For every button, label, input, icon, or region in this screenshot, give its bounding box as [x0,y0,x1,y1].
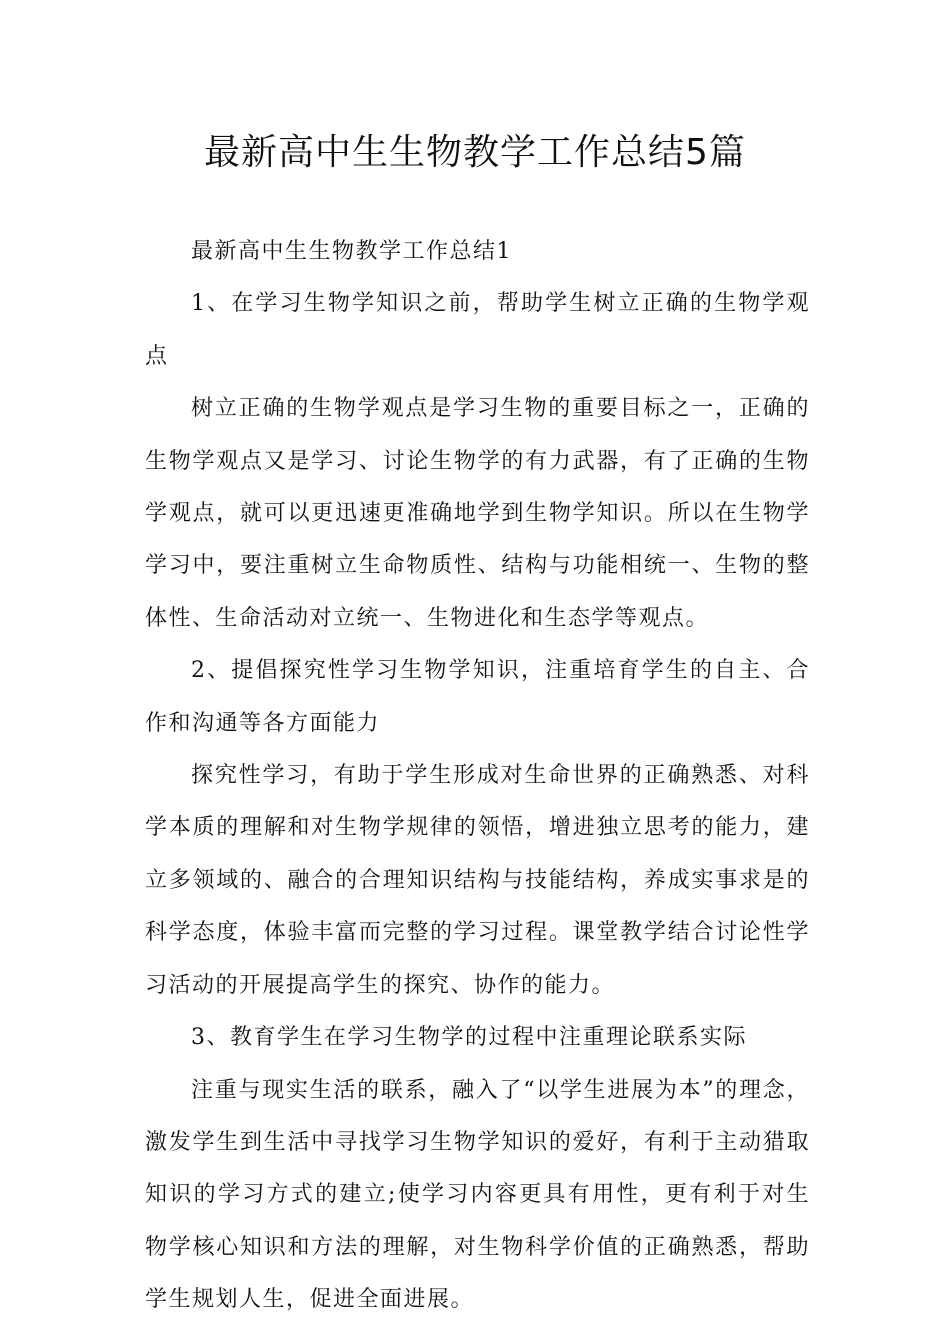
section-heading: 最新高中生生物教学工作总结1 [191,239,512,264]
document-title: 最新高中生生物教学工作总结5篇 [204,132,746,173]
point-heading-1: 1、在学习生物学知识之前，帮助学生树立正确的生物学观点 [145,291,810,369]
paragraph-2: 探究性学习，有助于学生形成对生命世界的正确熟悉、对科学本质的理解和对生物学规律的领悟，增进独立思考的能力，建立多领域的、融合的合理知识结构与技能结构，养成实事求是的科学态度，体验丰富而完整的学习过程。课堂教学结合讨论性学习活动的开展提高学生的探究、协作的能力。 [145,763,810,998]
point-heading-2: 2、提倡探究性学习生物学知识，注重培育学生的自主、合作和沟通等各方面能力 [145,658,810,736]
document-body [145,226,810,1327]
point-heading-3: 3、教育学生在学习生物学的过程中注重理论联系实际 [191,1025,747,1051]
paragraph-3: 注重与现实生活的联系，融入了“以学生进展为本”的理念，激发学生到生活中寻找学习生物学知识的爱好，有利于主动猎取知识的学习方式的建立;使学习内容更具有用性，更有利于对生物学核心知识和方法的理解，对生物科学价值的正确熟悉，帮助学生规划人生，促进全面进展。 [145,1077,810,1313]
paragraph-1: 树立正确的生物学观点是学习生物的重要目标之一，正确的生物学观点又是学习、讨论生物学的有力武器，有了正确的生物学观点，就可以更迅速更准确地学到生物学知识。所以在生物学学习中，要注重树立生命物质性、结构与功能相统一、生物的整体性、生命活动对立统一、生物进化和生态学等观点。 [145,396,810,631]
